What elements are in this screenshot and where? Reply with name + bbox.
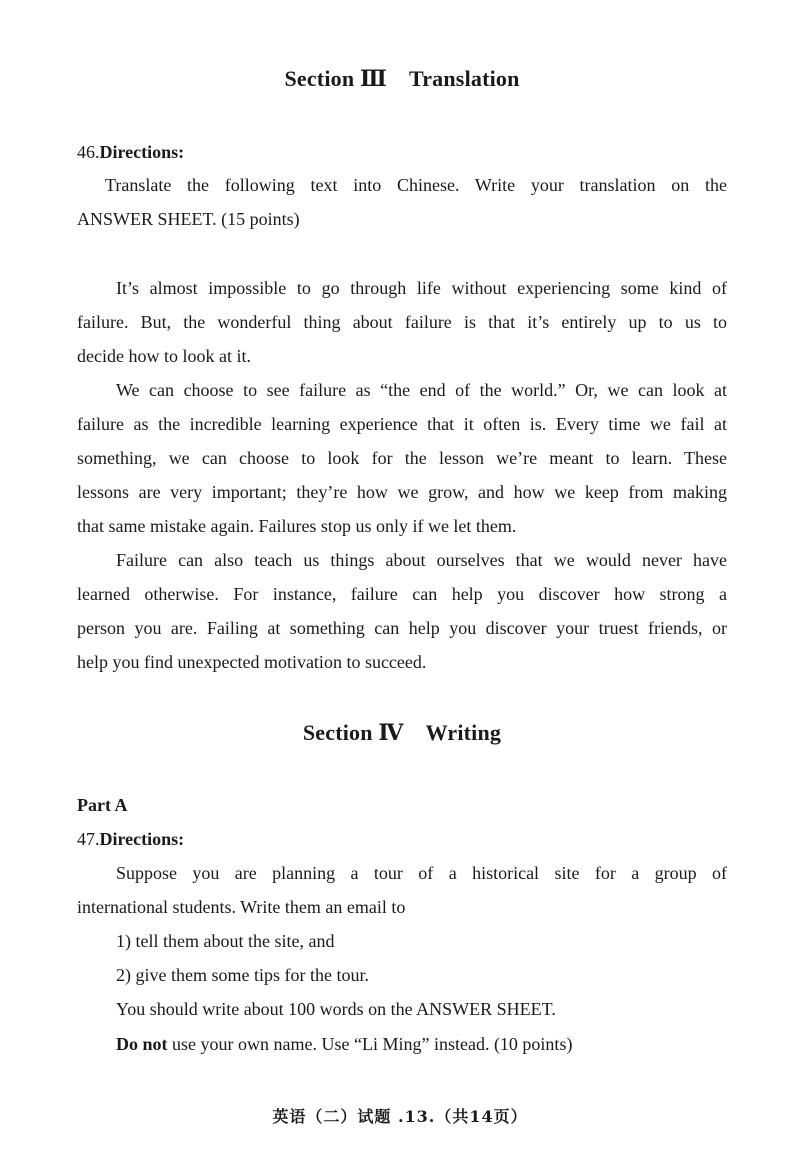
question-47-number: 47. — [77, 829, 100, 849]
do-not-emphasis: Do not — [116, 1034, 168, 1054]
question-46-instruction-line-2: ANSWER SHEET. (15 points) — [77, 209, 300, 229]
passage-p1-line-2: failure. But, the wonderful thing about failure is that it’s entirely up to us to — [77, 312, 727, 332]
question-47-item-1: 1) tell them about the site, and — [116, 931, 335, 951]
passage-p2-line-4: lessons are very important; they’re how we grow, and how we keep from making — [77, 482, 727, 502]
part-a-label: Part A — [77, 795, 128, 815]
passage-p2-line-2: failure as the incredible learning experience that it often is. Every time we fail at — [77, 414, 727, 434]
section-3-label: Section Ⅲ — [284, 66, 387, 91]
question-47-item-2: 2) give them some tips for the tour. — [116, 965, 369, 985]
passage-p1-line-1: It’s almost impossible to go through life without experiencing some kind of — [116, 278, 727, 298]
page-footer: 英语（二）试题 .13.（共14页） — [272, 1107, 528, 1126]
question-47-line-4-rest: use your own name. Use “Li Ming” instead. (10 points) — [167, 1034, 573, 1054]
passage-p3-line-3: person you are. Failing at something can help you discover your truest friends, or — [77, 618, 727, 638]
question-47-line-3: You should write about 100 words on the ANSWER SHEET. — [116, 999, 556, 1019]
question-47-line-2: international students. Write them an email to — [77, 897, 406, 917]
question-47-line-4 — [116, 1032, 727, 1056]
section-3-name: Translation — [408, 66, 520, 91]
section-3-title — [2, 66, 800, 92]
question-47-heading — [77, 827, 727, 851]
passage-p3-line-1: Failure can also teach us things about ourselves that we would never have — [116, 550, 727, 570]
question-47-line-1: Suppose you are planning a tour of a historical site for a group of — [116, 863, 727, 883]
question-46-instruction-line-1: Translate the following text into Chinese. Write your translation on the — [105, 175, 727, 195]
passage-p2-line-3: something, we can choose to look for the lesson we’re meant to learn. These — [77, 448, 727, 468]
question-46-directions-label: Directions: — [99, 142, 185, 162]
section-4-name: Writing — [425, 720, 502, 745]
question-47-directions-label: Directions: — [99, 829, 185, 849]
section-4-title — [2, 720, 800, 746]
passage-p1-line-3: decide how to look at it. — [77, 346, 251, 366]
section-4-label: Section Ⅳ — [302, 720, 404, 745]
question-46-number: 46. — [77, 142, 100, 162]
passage-p2-line-1: We can choose to see failure as “the end of the world.” Or, we can look at — [116, 380, 727, 400]
passage-p2-line-5: that same mistake again. Failures stop us only if we let them. — [77, 516, 517, 536]
question-46-heading — [77, 140, 727, 164]
passage-p3-line-4: help you find unexpected motivation to succeed. — [77, 652, 427, 672]
passage-p3-line-2: learned otherwise. For instance, failure can help you discover how strong a — [77, 584, 727, 604]
